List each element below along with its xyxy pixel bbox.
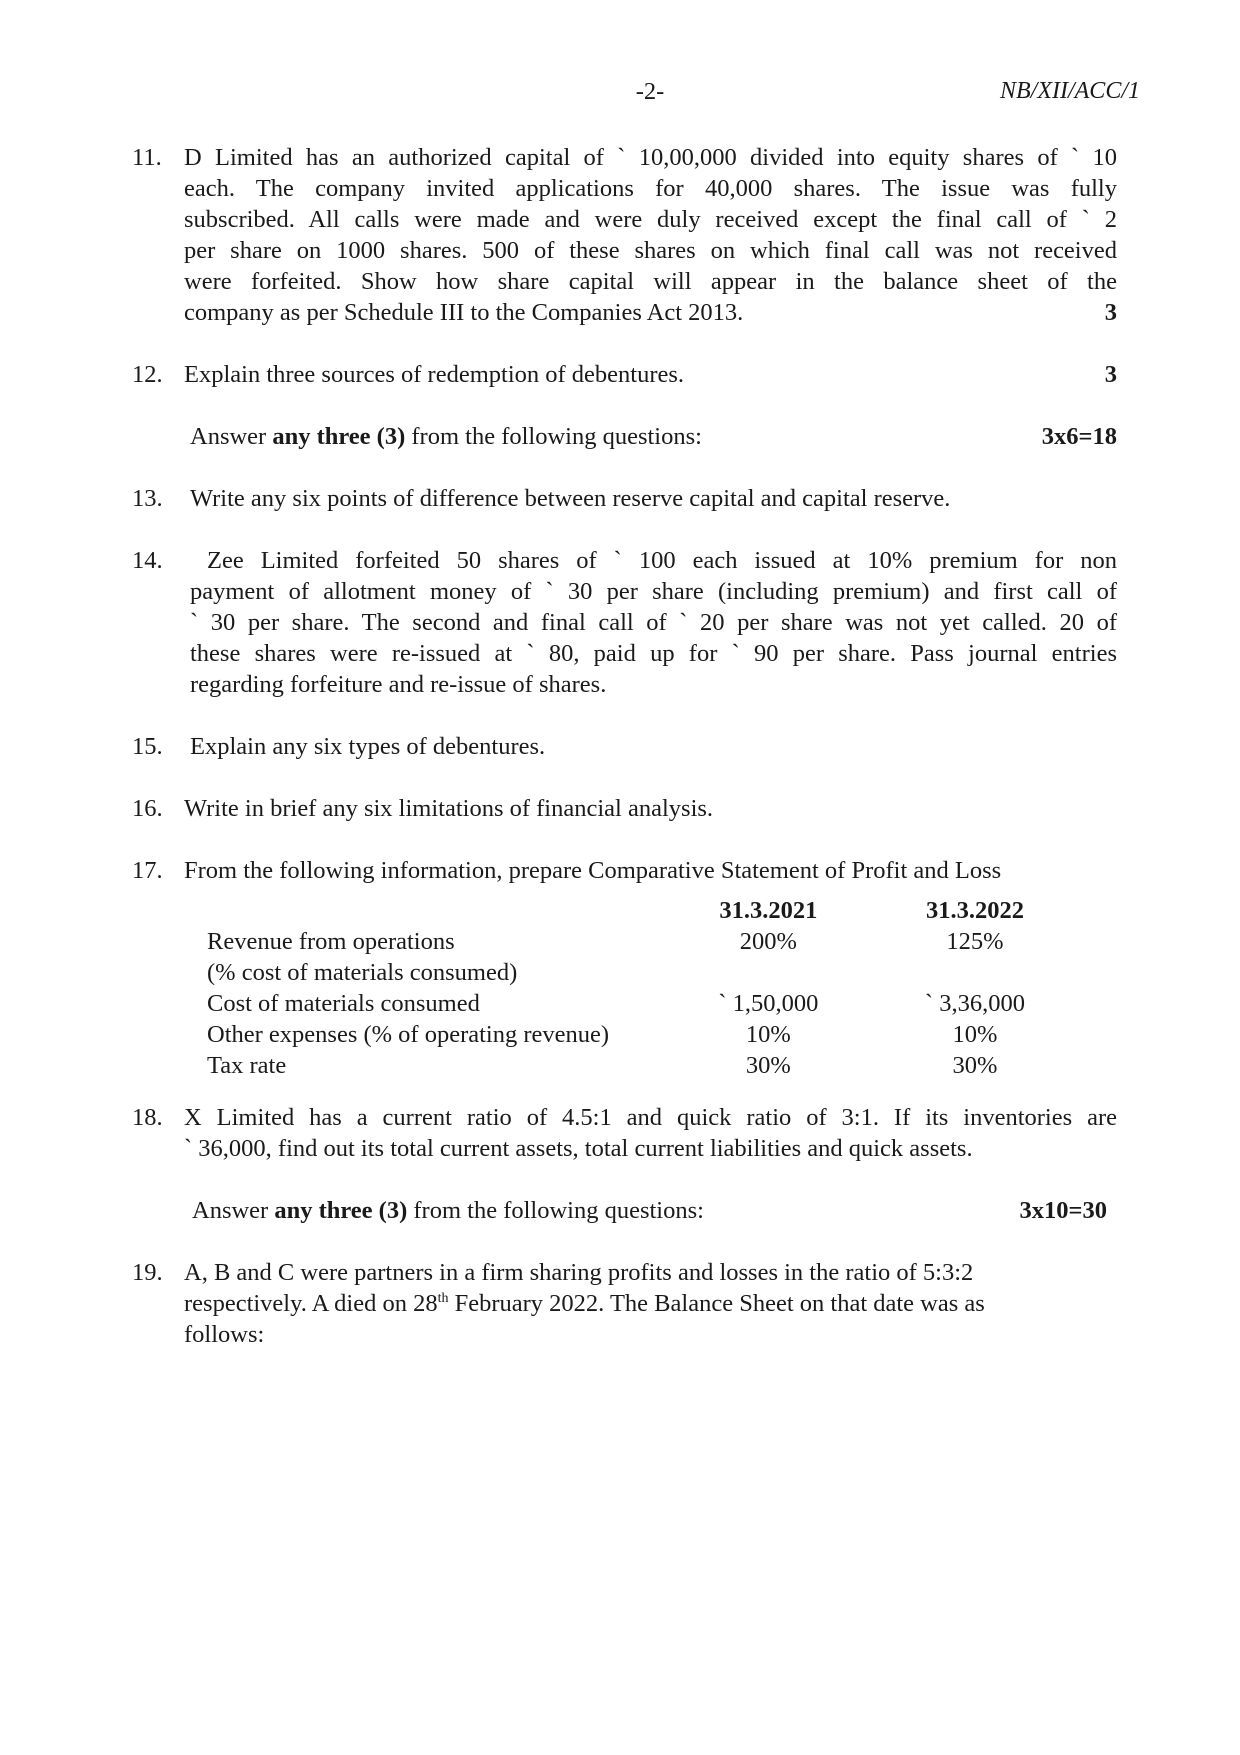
question-13 xyxy=(132,483,1117,514)
instruction-prefix: Answer xyxy=(190,423,273,450)
question-text: Explain three sources of redemption of debentures. xyxy=(184,361,685,388)
question-body xyxy=(184,1257,1117,1350)
question-line: X Limited has a current ratio of 4.5:1 and quick ratio of 3:1. If its inventories are xyxy=(184,1104,1117,1131)
instruction-suffix: from the following questions: xyxy=(405,423,702,450)
question-body xyxy=(184,142,1117,328)
instruction-text xyxy=(192,1195,704,1226)
question-body xyxy=(184,793,1117,824)
question-line: subscribed. All calls were made and were duly received except the final call of ` 2 xyxy=(184,206,1117,233)
question-body xyxy=(184,359,1117,390)
row-value-2021: 200% xyxy=(739,928,797,955)
instruction-emphasis: any three (3) xyxy=(274,1197,408,1224)
question-17 xyxy=(132,855,1160,886)
row-value-2021: 30% xyxy=(745,1052,791,1079)
question-line: company as per Schedule III to the Companies Act 2013. xyxy=(184,299,744,326)
question-text: Explain any six types of debentures. xyxy=(190,733,546,760)
question-number: 19. xyxy=(132,1259,163,1286)
question-line: D Limited has an authorized capital of ` 10,00,000 divided into equity shares of ` 10 xyxy=(184,144,1117,171)
row-value-2022: 10% xyxy=(952,1021,998,1048)
row-label: Cost of materials consumed xyxy=(207,990,480,1017)
marks: 3 xyxy=(1104,361,1117,388)
row-label: Tax rate xyxy=(207,1052,287,1079)
question-text: From the following information, prepare Comparative Statement of Profit and Loss xyxy=(184,857,1002,884)
question-body xyxy=(190,731,1117,762)
instruction-suffix: from the following questions: xyxy=(407,1197,704,1224)
question-number: 11. xyxy=(132,144,162,171)
question-number: 12. xyxy=(132,361,163,388)
question-line: ` 30 per share. The second and final call of ` 20 per share was not yet called. 20 of xyxy=(190,609,1117,636)
row-value-2022: ` 3,36,000 xyxy=(924,990,1025,1017)
table-row xyxy=(207,957,1077,988)
table-header-2021: 31.3.2021 xyxy=(719,897,818,924)
row-label: Revenue from operations xyxy=(207,928,455,955)
comparative-data-table xyxy=(207,895,1077,1081)
question-line: per share on 1000 shares. 500 of these shares on which final call was not received xyxy=(184,237,1117,264)
section-instruction xyxy=(192,1195,1107,1226)
question-number: 16. xyxy=(132,795,163,822)
table-row xyxy=(207,926,1077,957)
section-marks: 3x10=30 xyxy=(1019,1197,1107,1224)
question-line: A, B and C were partners in a firm sharing profits and losses in the ratio of 5:3:2 xyxy=(184,1259,974,1286)
question-body xyxy=(190,545,1117,700)
row-label: Other expenses (% of operating revenue) xyxy=(207,1021,610,1048)
question-text: Write any six points of difference between reserve capital and capital reserve. xyxy=(190,485,951,512)
question-line-with-marks xyxy=(184,359,1117,390)
question-12 xyxy=(132,359,1117,390)
question-number: 15. xyxy=(132,733,163,760)
question-16 xyxy=(132,793,1117,824)
marks: 3 xyxy=(1104,299,1117,326)
question-14 xyxy=(132,545,1117,700)
question-line: regarding forfeiture and re-issue of shares. xyxy=(190,671,607,698)
question-body xyxy=(190,483,1117,514)
question-body xyxy=(184,855,1160,886)
question-15 xyxy=(132,731,1117,762)
question-18 xyxy=(132,1102,1117,1164)
document-code: NB/XII/ACC/1 xyxy=(1000,78,1140,104)
question-line: these shares were re-issued at ` 80, paid up for ` 90 per share. Pass journal entries xyxy=(190,640,1117,667)
ordinal-suffix: th xyxy=(437,1291,449,1306)
table-row xyxy=(207,1050,1077,1081)
question-line-part: February 2022. The Balance Sheet on that date was as xyxy=(448,1290,985,1317)
section-instruction xyxy=(190,421,1117,452)
table-row xyxy=(207,1019,1077,1050)
question-line: payment of allotment money of ` 30 per share (including premium) and first call of xyxy=(190,578,1117,605)
question-number: 17. xyxy=(132,857,163,884)
question-line-part: respectively. A died on 28 xyxy=(184,1290,438,1317)
question-line xyxy=(184,1288,1117,1319)
question-number: 18. xyxy=(132,1104,163,1131)
page-number: -2- xyxy=(635,78,665,105)
question-line-with-marks xyxy=(184,297,1117,328)
question-line: follows: xyxy=(184,1321,265,1348)
row-value-2021: 10% xyxy=(745,1021,791,1048)
question-19 xyxy=(132,1257,1117,1350)
instruction-emphasis: any three (3) xyxy=(272,423,406,450)
question-body xyxy=(184,1102,1117,1164)
instruction-text xyxy=(190,421,702,452)
row-value-2022: 125% xyxy=(946,928,1004,955)
question-11 xyxy=(132,142,1117,328)
question-line: each. The company invited applications for 40,000 shares. The issue was fully xyxy=(184,175,1117,202)
section-marks: 3x6=18 xyxy=(1041,423,1117,450)
table-header-row xyxy=(207,895,1077,926)
table-header-2022: 31.3.2022 xyxy=(925,897,1024,924)
row-value-2022: 30% xyxy=(952,1052,998,1079)
question-line: were forfeited. Show how share capital will appear in the balance sheet of the xyxy=(184,268,1117,295)
table-row xyxy=(207,988,1077,1019)
instruction-prefix: Answer xyxy=(192,1197,275,1224)
row-label: (% cost of materials consumed) xyxy=(207,959,518,986)
question-number: 13. xyxy=(132,485,163,512)
question-number: 14. xyxy=(132,547,163,574)
question-line: ` 36,000, find out its total current assets, total current liabilities and quick assets. xyxy=(184,1135,973,1162)
question-line: Zee Limited forfeited 50 shares of ` 100 each issued at 10% premium for non xyxy=(190,547,1117,574)
question-text: Write in brief any six limitations of financial analysis. xyxy=(184,795,714,822)
row-value-2021: ` 1,50,000 xyxy=(718,990,819,1017)
